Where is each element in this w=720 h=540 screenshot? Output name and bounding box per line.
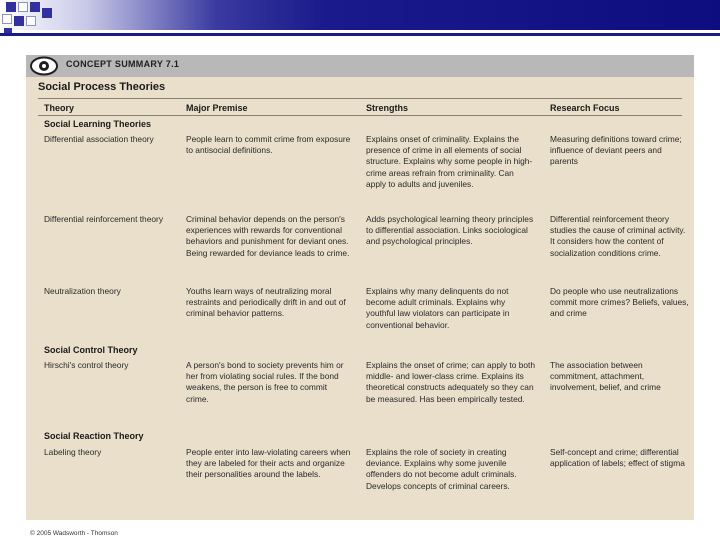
table-cell-premise: People learn to commit crime from exposure to antisocial definitions.: [186, 134, 351, 156]
table-cell-premise: Youths learn ways of neutralizing moral restraints and periodically drift in and out of criminal behavior patterns.: [186, 286, 346, 319]
table-cell-premise: Criminal behavior depends on the person's experiences with rewards for conventional behaviors and punishment for deviant ones. Being rewarded for deviance leads to crime.: [186, 214, 350, 258]
slide-top-bar: [0, 0, 720, 30]
table-cell-strengths: Explains the onset of crime; can apply to both middle- and lower-class crime. Explains its theoretical constructs adequately so they can be measured. Has been empirically tested.: [366, 360, 535, 404]
concept-label: CONCEPT SUMMARY 7.1: [66, 59, 180, 69]
column-header-premise: Major Premise: [186, 103, 248, 113]
table-cell-strengths: Explains onset of criminality. Explains the presence of crime in all elements of social structure. Explains why some people in high-crime areas refrain from criminality. Can apply to adults and juveniles.: [366, 134, 533, 189]
decor-square: [42, 8, 52, 18]
decor-square: [18, 2, 28, 12]
slide-rule: [0, 33, 720, 36]
decor-square: [2, 14, 12, 24]
column-header-strengths: Strengths: [366, 103, 409, 113]
table-cell-theory: Neutralization theory: [44, 286, 121, 296]
table-cell-strengths: Explains the role of society in creating deviance. Explains why some juvenile offenders do not become adult criminals. Develops concepts of criminal careers.: [366, 447, 517, 491]
section-heading: Social Control Theory: [44, 345, 138, 355]
table-cell-strengths: Adds psychological learning theory principles to differential association. Links sociological and psychological principles.: [366, 214, 534, 247]
decor-square: [14, 16, 24, 26]
table-cell-theory: Hirschi's control theory: [44, 360, 129, 370]
table-cell-theory: Differential reinforcement theory: [44, 214, 164, 224]
table-cell-focus: Self-concept and crime; differential application of labels; effect of stigma: [550, 447, 685, 469]
table-cell-focus: Do people who use neutralizations commit more crimes? Beliefs, values, and crime: [550, 286, 689, 319]
table-cell-premise: People enter into law-violating careers when they are labeled for their acts and organize their personalities around the labels.: [186, 447, 351, 480]
section-heading: Social Learning Theories: [44, 119, 152, 129]
concept-summary-box: [26, 55, 694, 520]
table-cell-focus: Differential reinforcement theory studies the cause of criminal activity. It considers how the content of socialization conditions crime.: [550, 214, 686, 258]
decor-square: [6, 2, 16, 12]
decor-square: [30, 2, 40, 12]
table-cell-strengths: Explains why many delinquents do not become adult criminals. Explains why youthful law violators can participate in conventional behavior.: [366, 286, 510, 330]
decor-square: [26, 16, 36, 26]
table-cell-premise: A person's bond to society prevents him or her from violating social rules. If the bond weakens, the person is free to commit crime.: [186, 360, 344, 404]
eye-icon: [30, 56, 58, 76]
table-cell-focus: Measuring definitions toward crime; influence of deviant peers and parents: [550, 134, 682, 167]
divider: [38, 115, 682, 116]
column-header-theory: Theory: [44, 103, 75, 113]
table-cell-theory: Differential association theory: [44, 134, 154, 144]
divider: [38, 98, 682, 99]
table-cell-focus: The association between commitment, attachment, involvement, belief, and crime: [550, 360, 661, 393]
copyright-footer: © 2005 Wadsworth - Thomson: [30, 530, 118, 537]
table-cell-theory: Labeling theory: [44, 447, 102, 457]
section-heading: Social Reaction Theory: [44, 431, 144, 441]
column-header-focus: Research Focus: [550, 103, 620, 113]
page-title: Social Process Theories: [38, 81, 166, 93]
